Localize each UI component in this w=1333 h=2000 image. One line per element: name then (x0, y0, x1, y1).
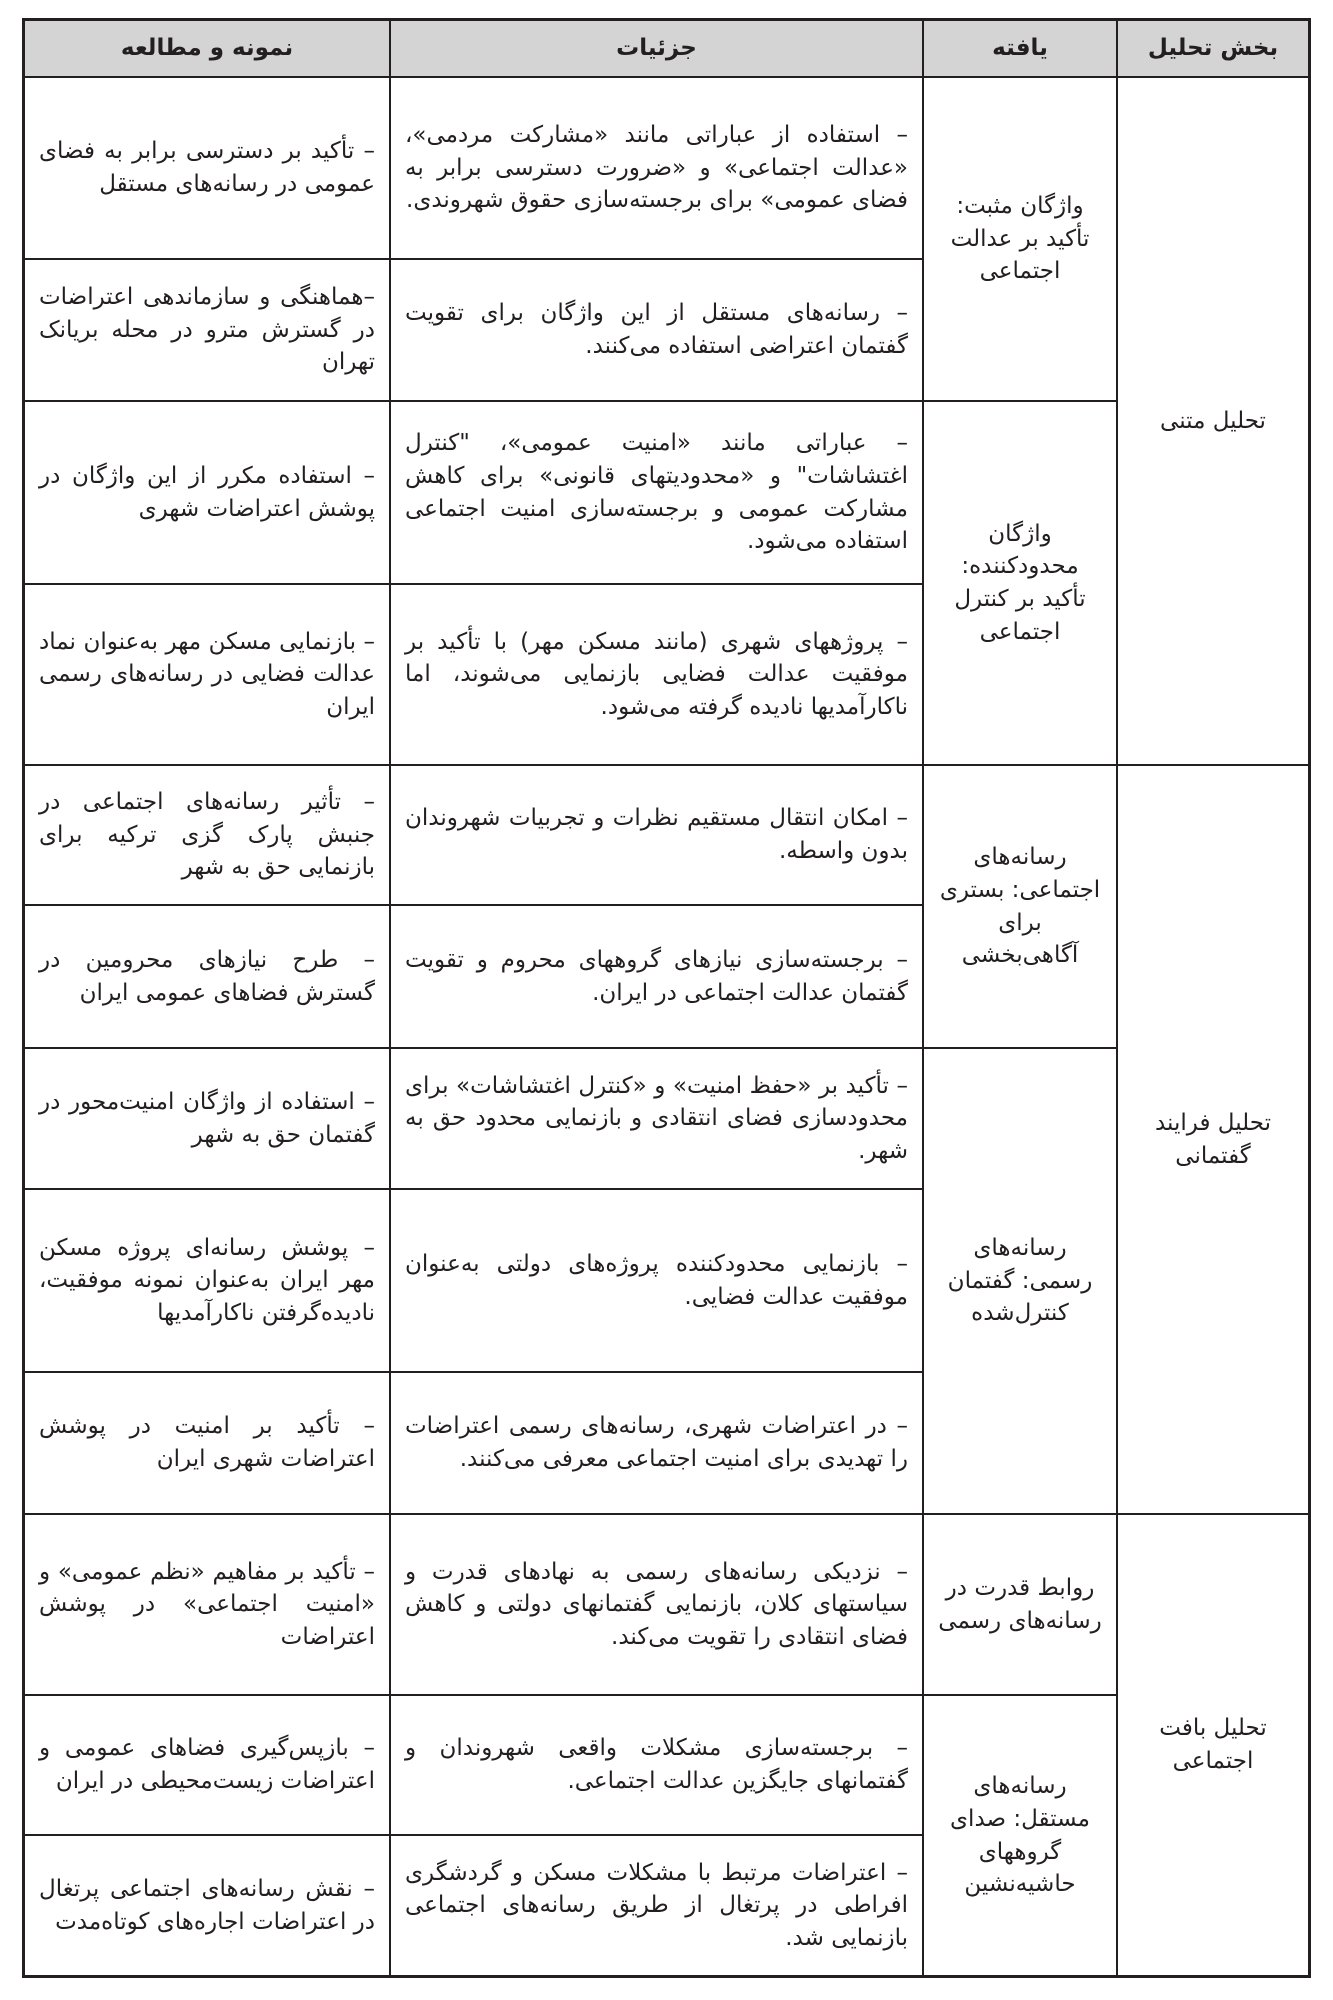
finding-label: رسانه‌های مستقل: صدای گروههای حاشیه‌نشین (950, 1773, 1090, 1898)
sample-cell (25, 1190, 389, 1371)
details-cell (391, 1696, 922, 1834)
details-text: – پروژههای شهری (مانند مسکن مهر) با تأکید بر موفقیت عدالت فضایی بازنمایی می‌شوند، اما ناکارآمدیها نادیده گرفته می‌شود. (405, 628, 908, 720)
finding-cell (924, 78, 1116, 400)
details-text: – استفاده از عباراتی مانند «مشارکت مردمی»، «عدالت اجتماعی» و «ضرورت دسترسی برابر به فضای عمومی» برای برجسته‌سازی حقوق شهروندی. (405, 122, 908, 214)
sample-text: – تأثیر رسانه‌های اجتماعی در جنبش پارک گزی ترکیه برای بازنمایی حق به شهر (39, 789, 375, 881)
details-cell (391, 1373, 922, 1513)
sample-text: – استفاده از واژگان امنیت‌محور در گفتمان حق به شهر (39, 1088, 375, 1148)
finding-cell (924, 1049, 1116, 1513)
sample-text: – طرح نیازهای محرومین در گسترش فضاهای عمومی ایران (39, 946, 375, 1006)
sample-text: – نقش رسانه‌های اجتماعی پرتغال در اعتراضات اجاره‌های کوتاه‌مدت (39, 1875, 375, 1935)
section-cell (1118, 1515, 1308, 1975)
header-details-label: جزئیات (616, 35, 697, 62)
section-label: تحلیل متنی (1160, 407, 1266, 434)
details-text: – در اعتراضات شهری، رسانه‌های رسمی اعتراضات را تهدیدی برای امنیت اجتماعی معرفی می‌کنند. (405, 1413, 908, 1472)
header-section (1118, 21, 1308, 76)
details-text: – برجسته‌سازی مشکلات واقعی شهروندان و گفتمانهای جایگزین عدالت اجتماعی. (405, 1735, 908, 1794)
sample-cell (25, 1049, 389, 1188)
details-text: – عباراتی مانند «امنیت عمومی»، "کنترل اغتشاشات" و «محدودیتهای قانونی» برای کاهش مشارکت عمومی و برجسته‌سازی امنیت اجتماعی استفاده می‌شود. (405, 430, 908, 555)
details-cell (391, 1836, 922, 1975)
header-details (391, 21, 922, 76)
finding-cell (924, 1515, 1116, 1694)
finding-cell (924, 1696, 1116, 1975)
header-section-label: بخش تحلیل (1147, 35, 1279, 62)
details-text: – بازنمایی محدودکننده پروژه‌های دولتی به‌عنوان موفقیت عدالت فضایی. (405, 1250, 908, 1310)
analysis-table (22, 18, 1311, 1978)
sample-cell (25, 1696, 389, 1834)
details-text: – امکان انتقال مستقیم نظرات و تجربیات شهروندان بدون واسطه. (405, 805, 908, 864)
details-cell (391, 1515, 922, 1694)
sample-text: – تأکید بر مفاهیم «نظم عمومی» و «امنیت اجتماعی» در پوشش اعتراضات (39, 1558, 375, 1650)
header-sample (25, 21, 389, 76)
section-cell (1118, 78, 1308, 764)
sample-text: – بازنمایی مسکن مهر به‌عنوان نماد عدالت فضایی در رسانه‌های رسمی ایران (39, 628, 375, 720)
details-text: – تأکید بر «حفظ امنیت» و «کنترل اغتشاشات» برای محدودسازی فضای انتقادی و بازنمایی محدود حق به شهر. (405, 1072, 908, 1164)
sample-cell (25, 766, 389, 904)
details-cell (391, 260, 922, 400)
details-text: – نزدیکی رسانه‌های رسمی به نهادهای قدرت و سیاستهای کلان، بازنمایی گفتمانهای دولتی و کاهش فضای انتقادی را تقویت می‌کند. (405, 1558, 908, 1650)
sample-text: – تأکید بر دسترسی برابر به فضای عمومی در رسانه‌های مستقل (39, 138, 375, 197)
finding-label: رسانه‌های رسمی: گفتمان کنترل‌شده (947, 1235, 1093, 1327)
details-text: – اعتراضات مرتبط با مشکلات مسکن و گردشگری افراطی در پرتغال از طریق رسانه‌های اجتماعی بازنمایی شد. (405, 1859, 908, 1951)
finding-cell (924, 766, 1116, 1047)
details-cell (391, 402, 922, 583)
section-cell (1118, 766, 1308, 1513)
sample-text: – استفاده مکرر از این واژگان در پوشش اعتراضات شهری (39, 462, 375, 522)
sample-cell (25, 1373, 389, 1513)
header-finding (924, 21, 1116, 76)
sample-cell (25, 585, 389, 764)
finding-label: واژگان محدودکننده: تأکید بر کنترل اجتماعی (954, 520, 1086, 645)
finding-label: رسانه‌های اجتماعی: بستری برای آگاهی‌بخشی (939, 844, 1101, 969)
sample-text: – بازپس‌گیری فضاهای عمومی و اعتراضات زیست‌محیطی در ایران (39, 1735, 375, 1794)
finding-cell (924, 402, 1116, 764)
sample-cell (25, 260, 389, 400)
details-cell (391, 766, 922, 904)
sample-cell (25, 1836, 389, 1975)
sample-cell (25, 906, 389, 1047)
header-finding-label: یافته (992, 35, 1048, 62)
details-cell (391, 1049, 922, 1188)
section-label: تحلیل بافت اجتماعی (1159, 1715, 1267, 1774)
finding-label: روابط قدرت در رسانه‌های رسمی (938, 1574, 1102, 1634)
sample-cell (25, 402, 389, 583)
details-text: – برجسته‌سازی نیازهای گروههای محروم و تقویت گفتمان عدالت اجتماعی در ایران. (405, 946, 908, 1006)
details-cell (391, 78, 922, 258)
sample-text: – تأکید بر امنیت در پوشش اعتراضات شهری ایران (39, 1413, 375, 1472)
details-cell (391, 1190, 922, 1371)
details-text: – رسانه‌های مستقل از این واژگان برای تقویت گفتمان اعتراضی استفاده می‌کنند. (405, 300, 908, 359)
finding-label: واژگان مثبت: تأکید بر عدالت اجتماعی (950, 193, 1090, 285)
details-cell (391, 585, 922, 764)
sample-cell (25, 78, 389, 258)
sample-text: –هماهنگی و سازماندهی اعتراضات در گسترش مترو در محله بریانک تهران (39, 284, 375, 376)
sample-cell (25, 1515, 389, 1694)
header-sample-label: نمونه و مطالعه (120, 35, 294, 62)
sample-text: – پوشش رسانه‌ای پروژه مسکن مهر ایران به‌عنوان نمونه موفقیت، نادیده‌گرفتن ناکارآمدیها (39, 1234, 375, 1326)
section-label: تحلیل فرایند گفتمانی (1154, 1109, 1272, 1169)
details-cell (391, 906, 922, 1047)
